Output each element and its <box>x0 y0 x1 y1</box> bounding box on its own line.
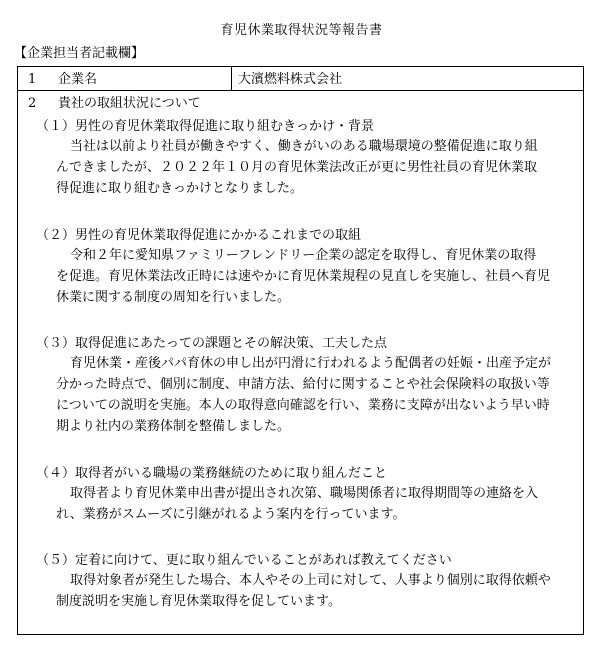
answer-line: 制度説明を実施し育児休業取得を促しています。 <box>56 594 341 609</box>
section-label: 【企業担当者記載欄】 <box>14 46 145 61</box>
company-row <box>18 67 583 91</box>
answer-2 <box>56 249 581 312</box>
question-heading-2: （２）男性の育児休業取得促進にかかるこれまでの取組 <box>36 228 362 243</box>
answer-line: を促進。育児休業法改正時には速やかに育児休業規程の見直しを実施し、社員へ育児 <box>56 269 551 284</box>
section2-label: 貴社の取組状況について <box>58 96 201 111</box>
answer-line: についての説明を実施。本人の取得意向確認を行い、業務に支障が出ないよう早い時 <box>56 398 550 413</box>
answer-line: 取得対象者が発生した場合、本人やその上司に対して、人事より個別に取得依頼や <box>70 573 551 588</box>
answer-1 <box>56 140 581 203</box>
section2-heading <box>28 97 201 110</box>
company-name: 大濱燃料株式会社 <box>238 72 343 87</box>
question-heading-5: （５）定着に向けて、更に取り組んでいることがあれば教えてください <box>36 553 452 568</box>
question-heading-1: （１）男性の育児休業取得促進に取り組むきっかけ・背景 <box>36 119 375 134</box>
answer-line: 分かった時点で、個別に制度、申請方法、給付に関することや社会保険料の取扱い等 <box>56 377 550 392</box>
answer-3 <box>56 357 581 441</box>
answer-line: んできましたが、２０２２年１０月の育児休業法改正が更に男性社員の育児休業取 <box>56 160 538 175</box>
answer-line: 期より社内の業務体制を整備しました。 <box>56 419 291 434</box>
answer-line: 得促進に取り組むきっかけとなりました。 <box>56 181 304 196</box>
report-table <box>17 66 584 635</box>
answer-line: れ、業務がスムーズに引継がれるよう案内を行っています。 <box>56 507 406 522</box>
document-title: 育児休業取得状況等報告書 <box>220 23 383 38</box>
company-row-number: 1 <box>28 72 37 87</box>
column-divider <box>231 67 232 90</box>
question-heading-3: （３）取得促進にあたっての課題とその解決策、工夫した点 <box>36 336 388 351</box>
answer-line: 取得者より育児休業申出書が提出され次第、職場関係者に取得期間等の連絡を入 <box>70 486 539 501</box>
answer-line: 育児休業・産後パパ育休の申し出が円滑に行われるよう配偶者の妊娠・出産予定が <box>70 356 552 371</box>
answer-line: 休業に関する制度の周知を行いました。 <box>56 290 291 305</box>
section2-number: 2 <box>28 96 37 111</box>
answer-line: 当社は以前より社員が働きやすく、働きがいのある職場環境の整備促進に取り組 <box>70 139 538 154</box>
company-row-label: 企業名 <box>58 72 98 87</box>
answer-5 <box>56 574 581 616</box>
answer-line: 令和２年に愛知県ファミリーフレンドリー企業の認定を取得し、育児休業の取得 <box>70 248 537 263</box>
answer-4 <box>56 487 581 529</box>
question-heading-4: （４）取得者がいる職場の業務継続のために取り組んだこと <box>36 466 388 481</box>
